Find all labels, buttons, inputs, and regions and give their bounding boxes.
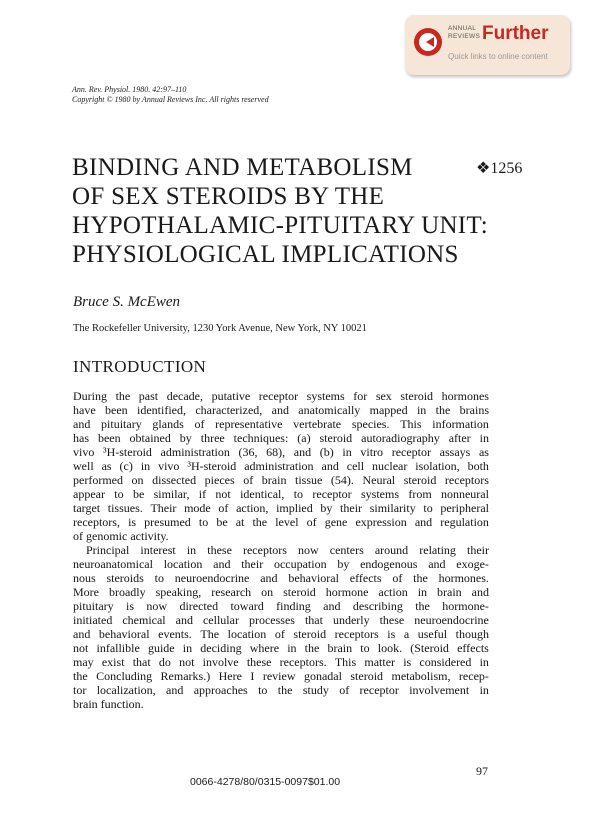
citation-line: Ann. Rev. Physiol. 1980. 42:97–110 bbox=[72, 85, 187, 94]
article-number: ❖1256 bbox=[476, 160, 523, 177]
text-line: has been obtained by three techniques: (a) steroid autoradiography after in bbox=[73, 431, 489, 445]
text-line: of genomic activity. bbox=[73, 529, 169, 543]
text-line: well as (c) in vivo ³H-steroid administration and cell nuclear isolation, both bbox=[73, 459, 489, 473]
title-line: HYPOTHALAMIC-PITUITARY UNIT: bbox=[72, 212, 489, 239]
banner-annual-label: ANNUAL bbox=[448, 25, 477, 32]
text-line: performed on dissected pieces of brain tissue (54). Neural steroid receptors bbox=[73, 473, 489, 487]
banner-subtitle: Quick links to online content bbox=[448, 52, 548, 61]
author-affiliation: The Rockefeller University, 1230 York Avenue, New York, NY 10021 bbox=[73, 323, 367, 334]
text-line: may exist that do not involve these receptors. This matter is considered in bbox=[73, 655, 489, 669]
banner-further-link[interactable]: Further bbox=[482, 23, 549, 44]
text-line: target tissues. Their mode of action, implied by their similarity to peripheral bbox=[73, 501, 489, 515]
page-number: 97 bbox=[476, 764, 488, 778]
text-line: More broadly speaking, research on steroid hormone action in brain and bbox=[73, 585, 489, 599]
arrow-circle-icon bbox=[414, 28, 442, 56]
body-paragraphs bbox=[73, 389, 489, 711]
text-line: appear to be similar, if not identical, to receptor systems from nonneural bbox=[73, 487, 489, 501]
title-line: BINDING AND METABOLISM bbox=[72, 154, 413, 181]
text-line: neuroanatomical location and their occupation by endogenous and exoge- bbox=[73, 557, 489, 571]
text-line: and behavioral events. The location of steroid receptors is a useful though bbox=[73, 627, 489, 641]
text-line: the Concluding Remarks.) Here I review gonadal steroid metabolism, recep- bbox=[73, 669, 489, 683]
title-line: OF SEX STEROIDS BY THE bbox=[72, 183, 385, 210]
banner-reviews-label: REVIEWS bbox=[448, 33, 481, 40]
journal-citation bbox=[72, 85, 269, 105]
text-line: pituitary is now directed toward finding and describing the hormone- bbox=[73, 599, 489, 613]
text-line: receptors, is presumed to be at the level of gene expression and regulation bbox=[73, 515, 489, 529]
arrow-left-icon bbox=[426, 37, 434, 47]
text-line: initiated chemical and cellular processes that underly these neuroendocrine bbox=[73, 613, 489, 627]
text-line: Principal interest in these receptors now centers around relating their bbox=[86, 543, 489, 557]
text-line: brain function. bbox=[73, 697, 144, 711]
text-line: and pituitary glands of representative vertebrate species. This information bbox=[73, 417, 489, 431]
text-line: tor localization, and approaches to the study of receptor involvement in bbox=[73, 683, 489, 697]
author-name: Bruce S. McEwen bbox=[73, 294, 181, 310]
copyright-line: Copyright © 1980 by Annual Reviews Inc. All rights reserved bbox=[72, 95, 269, 104]
article-title bbox=[72, 153, 488, 269]
title-line: PHYSIOLOGICAL IMPLICATIONS bbox=[72, 241, 459, 268]
text-line: not infallible guide in deciding where in the brain to look. (Steroid effects bbox=[73, 641, 489, 655]
text-line: nous steroids to neuroendocrine and behavioral effects of the hormones. bbox=[73, 571, 489, 585]
text-line: have been identified, characterized, and anatomically mapped in the brains bbox=[73, 403, 489, 417]
section-heading: INTRODUCTION bbox=[73, 357, 207, 376]
annual-reviews-further-banner[interactable] bbox=[405, 15, 570, 75]
text-line: During the past decade, putative receptor systems for sex steroid hormones bbox=[73, 389, 489, 403]
text-line: vivo ³H-steroid administration (36, 68), and (b) in vitro receptor assays as bbox=[73, 445, 489, 459]
article-code: 0066-4278/80/0315-0097$01.00 bbox=[190, 776, 341, 788]
